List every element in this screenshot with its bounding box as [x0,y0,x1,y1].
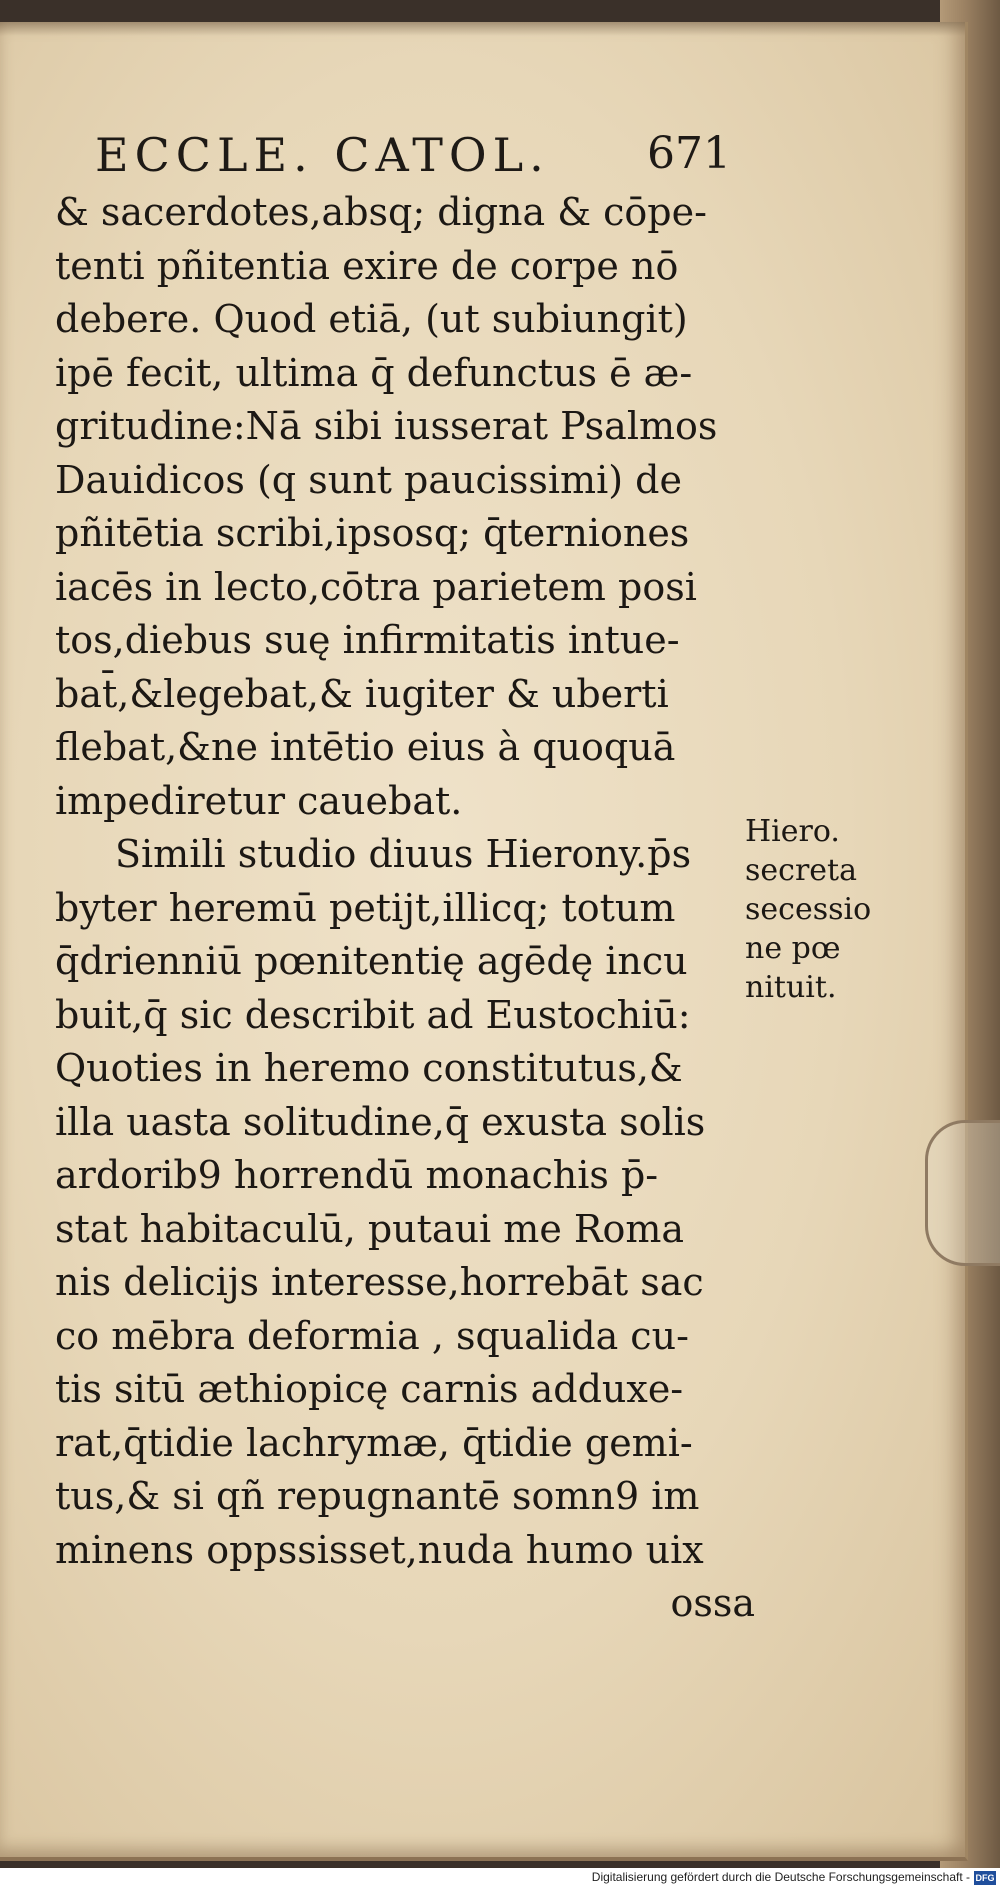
text-line: minens oppssisset,nuda humo uix [55,1527,704,1572]
catchword: ossa [670,1581,755,1625]
body-text [55,186,755,1631]
page-shadow [0,22,965,36]
marginal-note-line: secreta [745,853,857,888]
text-line: co mēbra deformia , squalida cu- [55,1313,689,1358]
text-line: ardorib9 horrendū monachis p̄- [55,1153,659,1197]
text-line: gritudine:Nā sibi iusserat Psalmos [55,404,718,448]
text-line: tos,diebus suę infirmitatis intue- [55,618,680,662]
text-line: & sacerdotes,absq; digna & cōpe- [55,190,707,234]
text-line: impediretur cauebat. [55,778,463,823]
running-head: ECCLE. CATOL. [95,128,550,182]
text-line: Dauidicos (q sunt paucissimi) de [55,457,682,502]
text-line: pñitētia scribi,ipsosq; q̄terniones [55,511,690,555]
text-line: iacēs in lecto,cōtra parietem posi [55,564,697,609]
text-line: Quoties in heremo constitutus,& [55,1046,683,1090]
text-line: Simili studio diuus Hierony.p̄s [115,832,692,876]
text-line: illa uasta solitudine,q̄ exusta solis [55,1099,706,1144]
text-line: tis sitū æthiopicę carnis adduxe- [55,1367,684,1411]
marginal-note [745,812,885,1007]
text-line: debere. Quod etiā, (ut subiungit) [55,297,688,341]
dfg-logo: DFG [975,1873,995,1883]
marginal-note-line: Hiero. [745,814,840,849]
text-line: flebat,&ne intētio eius à quoquā [55,725,676,769]
text-line: stat habitaculū, putaui me Roma [55,1206,685,1251]
text-line: nis delicijs interesse,horrebāt sac [55,1260,704,1304]
text-line: tus,& si qñ repugnantē somn9 im [55,1474,700,1518]
text-line: bat̄,&legebat,& iugiter & uberti [55,671,669,716]
page-number: 671 [647,128,731,179]
text-line: buit,q̄ sic describit ad Eustochiū: [55,992,691,1037]
text-line: byter heremū petijt,illicq; totum [55,885,676,930]
text-line: rat,q̄tidie lachrymæ, q̄tidie gemi- [55,1420,693,1465]
funding-credit: Digitalisierung gefördert durch die Deutsche Forschungsgemeinschaft - [591,1870,970,1884]
book-clasp [925,1120,1000,1266]
marginal-note-line: secessio [745,892,872,927]
text-line: ipē fecit, ultima q̄ defunctus ē æ- [55,350,693,395]
marginal-note-line: ne pœ [745,931,841,966]
marginal-note-line: nituit. [745,970,837,1005]
text-line: tenti pñitentia exire de corpe nō [55,243,679,288]
text-line: q̄drienniū pœnitentię agēdę incu [55,939,688,983]
